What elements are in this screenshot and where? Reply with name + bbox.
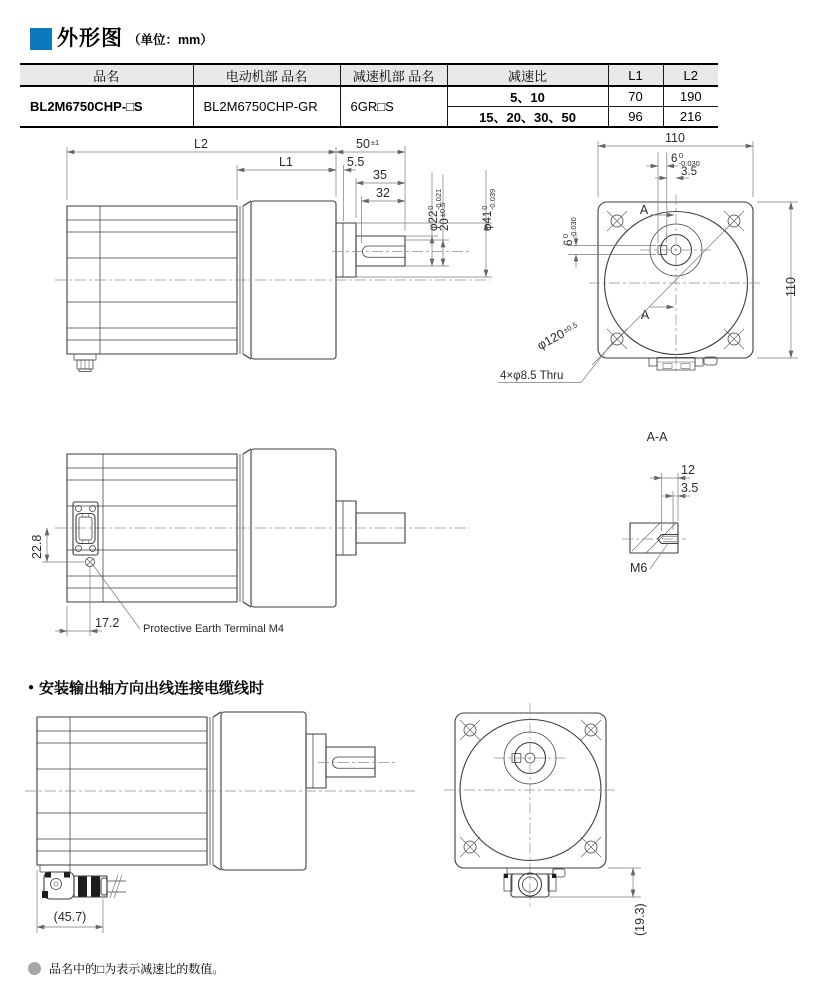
bullet-icon: ● [28,682,35,693]
spec-table [20,63,718,128]
section-block [622,523,686,553]
cable-connector-front [504,868,565,897]
dim-19-3 [549,868,647,936]
flange-outline [589,194,762,374]
mounting-holes [460,720,601,857]
dim-32 [362,186,406,243]
dim-height-110 [757,202,798,358]
col-header-motor: 电动机部 品名 [193,64,340,86]
dim-3-5-top [655,166,697,178]
side-view-drawing-bottom [20,700,440,940]
section-title: A-A [646,430,668,444]
svg-text:17.2: 17.2 [95,616,120,630]
ratio-cell: 5、10 [447,86,608,107]
front-view-drawing-bottom [430,695,660,945]
svg-text:20±0.5: $20^{\pm 0.5}$ [438,202,451,231]
col-header-product: 品名 [20,64,193,86]
motor-connector-face [73,502,98,555]
table-row [20,86,718,107]
l1-cell: 70 [608,86,663,107]
side-view-drawing-top [30,135,500,395]
svg-text:3.5: 3.5 [681,166,697,178]
l2-cell: 216 [663,107,718,128]
svg-text:A: A [640,308,650,322]
col-header-ratio: 减速比 [447,64,608,86]
svg-text:(19.3): (19.3) [633,903,647,936]
section-arrow-top [640,203,674,217]
l2-cell: 190 [663,86,718,107]
page-header [30,27,213,50]
col-header-l2: L2 [663,64,718,86]
unit-label: （单位：mm） [128,33,213,47]
motor-name-cell: BL2M6750CHP-GR [193,86,340,127]
svg-text:φ410-0.039: $\varphi 41^0-0.039$ [480,188,497,231]
product-name-cell: BL2M6750CHP-□S [30,99,143,114]
svg-text:L1: L1 [279,155,293,169]
side-view-drawing-middle [20,430,470,645]
section-aa-drawing [600,425,710,585]
svg-text:M6: M6 [630,561,648,575]
svg-text:A: A [639,203,649,217]
svg-text:L2: L2 [194,137,208,151]
svg-text:110: 110 [784,277,798,297]
cable-connector [40,865,126,899]
ratio-cell: 15、20、30、50 [447,107,608,128]
motor-gearhead-outline [25,712,415,870]
front-view-drawing-top [490,130,820,390]
section2-heading: ● 安装输出轴方向出线连接电缆线时 [28,680,265,697]
dim-l2 [67,137,336,200]
page-title: 外形图 [57,27,123,50]
svg-text:φ120±0.5: $\varphi 120^{\pm 0.5}$ [534,320,579,353]
cable-break-mark [110,875,118,898]
svg-text:60-0.030: 6 $^0$ -0.030 [671,151,700,168]
col-header-gearhead: 减速机部 品名 [340,64,447,86]
l1-cell: 96 [608,107,663,128]
dim-12 [650,463,695,531]
svg-text:35: 35 [373,168,387,182]
svg-text:60-0.030: $6^0-0.030$ [561,217,578,246]
dim-50 [336,137,405,231]
col-header-l1: L1 [608,64,663,86]
svg-text:110: 110 [665,131,685,145]
motor-gearhead-outline [55,201,490,372]
label-m6 [630,543,668,575]
svg-text:12: 12 [681,463,695,477]
spec-table-header [20,64,718,86]
svg-text:Protective Earth Terminal M4: Protective Earth Terminal M4 [143,623,285,635]
svg-text:5.5: 5.5 [347,155,365,169]
svg-text:32: 32 [376,186,390,200]
svg-text:4×φ8.5 Thru: 4×φ8.5 Thru [500,370,564,382]
gearhead-name-cell: 6GR□S [340,86,447,127]
svg-text:3.5: 3.5 [681,481,699,495]
blue-section-marker [30,28,52,50]
footnote: 品名中的□为表示减速比的数值。 [28,960,224,977]
motor-gearhead-outline [55,449,470,607]
bottom-terminal-outline [649,357,717,370]
flange-outline [444,703,617,906]
section-arrow-bottom [641,307,674,322]
motor-connector-stub [74,354,96,372]
svg-text:50±1: $50^{\pm 1}$ [356,137,380,151]
cable-break-mark [114,875,122,898]
svg-text:22.8: 22.8 [30,534,44,559]
earth-terminal-screw [86,558,95,567]
gray-bullet-icon [28,962,41,975]
dim-5-5 [326,155,364,221]
svg-text:φ220-0.021: $\varphi 22^0-0.021$ [426,188,443,231]
svg-text:(45.7): (45.7) [53,910,87,924]
label-mounting-holes [498,342,613,383]
dim-l1 [237,155,336,200]
